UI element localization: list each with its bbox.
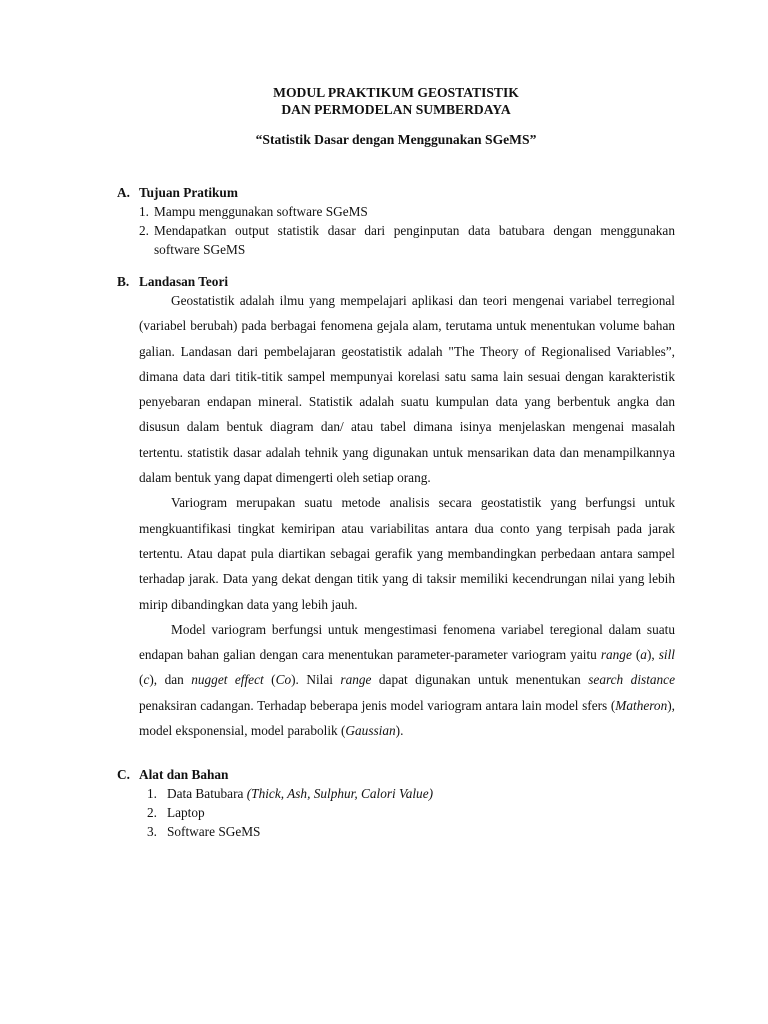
italic-term: Co	[275, 672, 292, 688]
section-a-list	[139, 202, 675, 259]
section-a-letter: A.	[117, 185, 130, 200]
italic-term: (Thick, Ash, Sulphur, Calori Value)	[246, 786, 434, 802]
section-c	[117, 765, 675, 841]
list-item-number: 2.	[139, 223, 149, 238]
section-c-letter: C.	[117, 767, 130, 783]
section-b-title: Landasan Teori	[139, 274, 229, 289]
list-item	[147, 784, 675, 803]
list-item-number: 1.	[139, 204, 149, 219]
document-subtitle: “Statistik Dasar dengan Menggunakan SGeMS”	[255, 132, 537, 147]
text-run: (	[263, 672, 276, 688]
paragraph-geostatistik: Geostatistik adalah ilmu yang mempelajari aplikasi dan teori mengenai variabel terregional (variabel berubah) pada berbagai fenomena gejala alam, terutama untuk menentukan volume bahan galian. Landasan dari pembelajaran geostatistik adalah "The Theory of Regionalised Variables”, dimana data dari titik-titik sampel mempunyai korelasi satu sama lain sesuai dengan karakteristik penyebaran endapan mineral. Statistik adalah suatu kumpulan data yang berbentuk angka dan disusun dalam bentuk diagram dan/ atau tabel dimana isinya menjelaskan mengenai masalah tertentu. statistik dasar adalah tehnik yang digunakan untuk mensarikan data dan menampilkannya dalam bentuk yang dapat dimengerti oleh setiap orang.	[139, 293, 675, 486]
section-a	[117, 183, 675, 259]
section-c-list	[147, 784, 675, 841]
title-line-1: MODUL PRAKTIKUM GEOSTATISTIK	[273, 85, 519, 100]
section-c-title: Alat dan Bahan	[139, 767, 229, 783]
italic-term: range	[340, 672, 372, 688]
paragraph-variogram: Variogram merupakan suatu metode analisis secara geostatistik yang berfungsi untuk mengkuantifikasi tingkat kemiripan atau variabilitas antara dua conto yang terpisah pada jarak tertentu. Atau dapat pula diartikan sebagai gerafik yang membandingkan perbedaan antara sampel terhadap jarak. Data yang dekat dengan titik yang di taksir memiliki kecendrungan nilai yang lebih mirip dibandingkan data yang lebih jauh.	[139, 495, 675, 612]
text-run: (	[139, 672, 144, 688]
text-run: dapat digunakan untuk menentukan	[371, 672, 589, 688]
list-item-text: Laptop	[167, 805, 205, 821]
text-run: penaksiran cadangan. Terhadap beberapa jenis model variogram antara lain model sfers (	[139, 697, 616, 713]
text-run: (	[631, 647, 641, 663]
italic-term: search distance	[588, 672, 675, 688]
italic-term: range	[600, 647, 632, 663]
list-item-text: Mendapatkan output statistik dasar dari penginputan data batubara dengan menggunakan software SGeMS	[154, 223, 675, 257]
italic-term: sill	[658, 647, 675, 663]
list-item-text: Mampu menggunakan software SGeMS	[154, 204, 368, 219]
text-run: Model variogram berfungsi untuk mengestimasi fenomena variabel teregional dalam suatu endapan bahan galian dengan cara menentukan parameter-parameter variogram yaitu	[139, 621, 675, 663]
document-title	[117, 84, 675, 118]
italic-term: Gaussian	[345, 723, 396, 739]
list-item	[147, 822, 675, 841]
section-b	[117, 272, 675, 743]
list-item-number: 3.	[147, 824, 157, 840]
italic-term: Matheron	[615, 697, 668, 713]
text-run: ). Nilai	[291, 672, 341, 688]
section-b-letter: B.	[117, 274, 130, 289]
text-run: ), dan	[149, 672, 192, 688]
list-item-number: 2.	[147, 805, 157, 821]
section-a-heading	[117, 183, 675, 202]
title-line-2: DAN PERMODELAN SUMBERDAYA	[281, 102, 511, 117]
italic-term: a	[640, 647, 647, 663]
text-run: ), model eksponensial, model parabolik (	[139, 697, 675, 739]
paragraph-model-variogram	[117, 617, 675, 743]
section-c-heading	[117, 765, 675, 784]
italic-term: nugget effect	[191, 672, 264, 688]
list-item	[139, 221, 675, 259]
text-run: ),	[646, 647, 659, 663]
text-run: ).	[395, 723, 404, 739]
list-item	[147, 803, 675, 822]
section-a-title: Tujuan Pratikum	[139, 185, 238, 200]
text-run: Data Batubara	[167, 786, 247, 802]
list-item-number: 1.	[147, 786, 157, 802]
list-item-text: Software SGeMS	[167, 824, 261, 840]
italic-term: c	[143, 672, 150, 688]
list-item	[139, 202, 675, 221]
list-item-text	[167, 784, 433, 803]
